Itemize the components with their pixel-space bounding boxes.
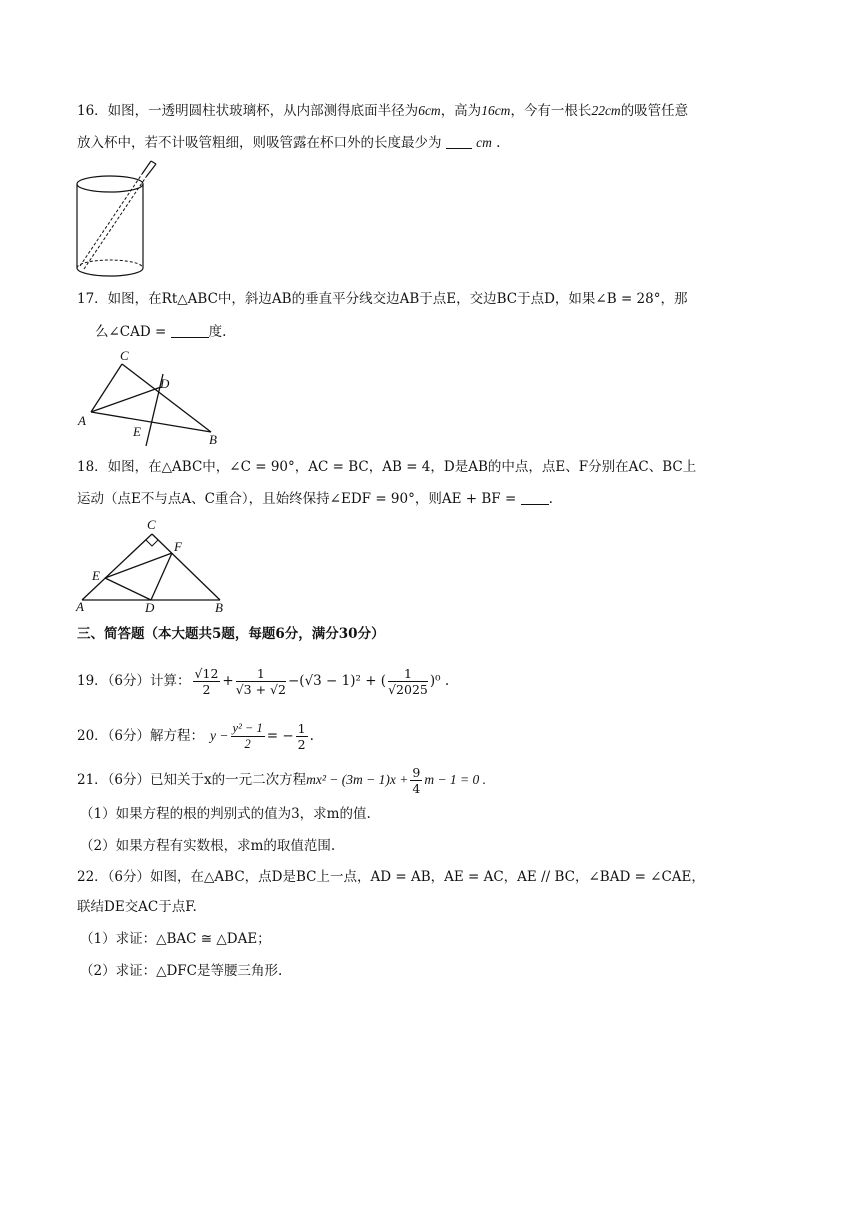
cylinder-figure bbox=[74, 160, 164, 282]
q21-prefix: 21．（6分）已知关于x的一元二次方程 bbox=[77, 772, 307, 788]
q20 bbox=[77, 716, 314, 756]
q21-part1: （1）如果方程的根的判别式的值为3，求m的值. bbox=[80, 806, 371, 822]
q20-equals: = − bbox=[266, 728, 294, 744]
label-A: A bbox=[78, 413, 86, 428]
q16-line2 bbox=[77, 134, 500, 152]
label-A: A bbox=[76, 599, 84, 614]
q18-question: 运动（点E不与点A、C重合），且始终保持∠EDF = 90°，则AE + BF = bbox=[77, 491, 517, 507]
plus-sign: + bbox=[222, 673, 234, 689]
triangle-figure-q18 bbox=[74, 514, 234, 614]
q16-straw-length: 22cm bbox=[591, 103, 621, 118]
q22-line2: 联结DE交AC于点F. bbox=[77, 899, 197, 915]
q16-text-c: ，今有一根长 bbox=[510, 103, 592, 119]
q20-end: . bbox=[309, 728, 314, 744]
q16-question: 放入杯中，若不计吸管粗细，则吸管露在杯口外的长度最少为 bbox=[77, 135, 442, 151]
numerator: 1 bbox=[236, 666, 286, 682]
q16-height: 16cm bbox=[481, 103, 511, 118]
numerator: 1 bbox=[297, 720, 306, 736]
q18-text: 18．如图，在△ABC中，∠C = 90°，AC = BC，AB = 4，D是AB的中点，点E、F分别在AC、BC上 bbox=[77, 459, 697, 475]
section-heading: 三、简答题（本大题共5题，每题6分，满分30分） bbox=[77, 626, 385, 642]
q16-radius: 6cm bbox=[418, 103, 441, 118]
q22-part2: （2）求证：△DFC是等腰三角形. bbox=[80, 963, 283, 979]
q16-text-a: 16．如图，一透明圆柱状玻璃杯，从内部测得底面半径为 bbox=[77, 103, 419, 119]
q17-line1 bbox=[77, 290, 687, 308]
q16-period: . bbox=[496, 135, 501, 151]
denominator: √3 + √2 bbox=[235, 681, 286, 697]
fraction bbox=[231, 721, 265, 752]
q16-line1 bbox=[77, 102, 688, 120]
triangle-figure-q17 bbox=[76, 346, 226, 446]
q19-middle: −(√3 − 1)² + ( bbox=[287, 673, 387, 689]
q17-text: 17．如图，在Rt△ABC中，斜边AB的垂直平分线交边AB于点E，交边BC于点D，如果∠B = 28°，那 bbox=[77, 291, 688, 307]
label-E: E bbox=[133, 424, 141, 439]
q22-line1: 22．（6分）如图，在△ABC，点D是BC上一点，AD = AB，AE = AC，AE // BC，∠BAD = ∠CAE， bbox=[77, 869, 705, 885]
answer-blank[interactable] bbox=[446, 134, 472, 149]
denominator: √2025 bbox=[388, 681, 428, 697]
label-F: F bbox=[174, 539, 182, 554]
numerator: 9 bbox=[412, 764, 421, 780]
numerator: √12 bbox=[194, 665, 219, 681]
label-C: C bbox=[120, 348, 129, 363]
fraction bbox=[236, 666, 286, 697]
numerator: y² − 1 bbox=[232, 720, 263, 735]
label-E: E bbox=[92, 568, 100, 583]
fraction bbox=[388, 666, 428, 697]
q19-prefix: 19．（6分）计算： bbox=[77, 673, 191, 689]
denominator: 4 bbox=[412, 780, 421, 796]
label-B: B bbox=[209, 432, 217, 447]
denominator: 2 bbox=[297, 736, 306, 752]
q22-part1: （1）求证：△BAC ≅ △DAE； bbox=[80, 931, 271, 947]
q18-period: . bbox=[548, 491, 553, 507]
denominator: 2 bbox=[244, 736, 251, 751]
answer-blank[interactable] bbox=[521, 490, 549, 505]
q21 bbox=[77, 760, 486, 800]
answer-blank[interactable] bbox=[171, 323, 209, 338]
denominator: 2 bbox=[202, 681, 211, 697]
label-B: B bbox=[215, 600, 223, 615]
q20-prefix: 20．（6分）解方程： bbox=[77, 728, 205, 744]
q17-unit: 度. bbox=[208, 324, 227, 340]
fraction bbox=[193, 666, 221, 697]
q17-line2 bbox=[95, 323, 226, 341]
q21-equation-b: m − 1 = 0 . bbox=[424, 772, 487, 787]
q16-text-b: ，高为 bbox=[440, 103, 482, 119]
q16-unit: cm bbox=[476, 135, 492, 150]
q17-question: 么∠CAD = bbox=[95, 324, 167, 340]
q21-equation-a: mx² − (3m − 1)x + bbox=[306, 772, 409, 787]
numerator: 1 bbox=[388, 666, 428, 682]
q16-text-d: 的吸管任意 bbox=[620, 103, 689, 119]
label-D: D bbox=[145, 600, 155, 615]
label-C: C bbox=[147, 517, 156, 532]
q19-end: )⁰ . bbox=[429, 673, 450, 689]
q18-line1 bbox=[77, 458, 696, 476]
q21-part2: （2）如果方程有实数根，求m的取值范围. bbox=[80, 838, 336, 854]
q19 bbox=[77, 661, 449, 701]
fraction bbox=[410, 765, 422, 796]
q18-line2 bbox=[77, 490, 553, 508]
q20-y: y − bbox=[210, 728, 229, 743]
fraction bbox=[296, 721, 308, 752]
label-D: D bbox=[160, 376, 170, 391]
